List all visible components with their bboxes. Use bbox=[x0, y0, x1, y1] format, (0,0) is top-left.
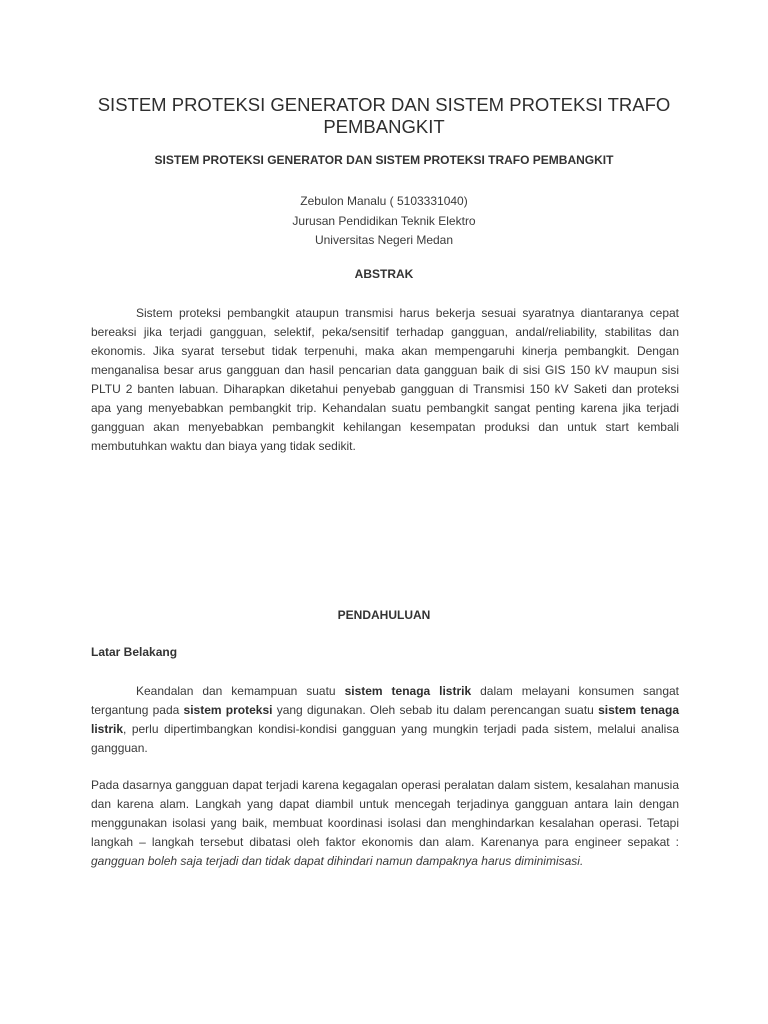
para1-text-2: dalam melayani konsumen sangat tergantung pada bbox=[91, 684, 680, 717]
author-university: Universitas Negeri Medan bbox=[314, 233, 454, 247]
intro-paragraph-2 bbox=[91, 776, 679, 871]
author-block bbox=[184, 192, 584, 251]
para2-italic: gangguan boleh saja terjadi dan tidak dapat dihindari namun dampaknya harus diminimisasi. bbox=[91, 854, 584, 868]
abstract-paragraph: Sistem proteksi pembangkit ataupun transmisi harus bekerja sesuai syaratnya diantaranya cepat bereaksi jika terjadi gangguan, selektif, peka/sensitif terhadap gangguan, andal/reliability, stabilitas dan ekonomis. Jika syarat tersebut tidak terpenuhi, maka akan mempengaruhi kinerja pembangkit. Dengan menganalisa besar arus gangguan dan hasil pencarian data gangguan baik di sisi GIS 150 kV maupun sisi PLTU 2 banten labuan. Diharapkan diketahui penyebab gangguan di Transmisi 150 kV Saketi dan proteksi apa yang menyebabkan pembangkit trip. Kehandalan suatu pembangkit sangat penting karena jika terjadi gangguan akan menyebabkan pembangkit kehilangan kesempatan produksi dan untuk start kembali membutuhkan waktu dan biaya yang tidak sedikit. bbox=[91, 306, 679, 453]
para1-bold-3: sistem tenaga listrik bbox=[91, 703, 679, 736]
author-department: Jurusan Pendidikan Teknik Elektro bbox=[292, 213, 476, 228]
para1-text-4: , perlu dipertimbangkan kondisi-kondisi gangguan yang mungkin terjadi pada sistem, melalui analisa gangguan. bbox=[91, 722, 679, 755]
para1-text-3: yang digunakan. Oleh sebab itu dalam perencangan suatu bbox=[272, 703, 599, 717]
introduction-heading: PENDAHULUAN bbox=[337, 608, 431, 622]
abstract-heading: ABSTRAK bbox=[354, 267, 414, 281]
para1-text-1: Keandalan dan kemampuan suatu bbox=[136, 684, 345, 698]
document-title: SISTEM PROTEKSI GENERATOR DAN SISTEM PROTEKSI TRAFO PEMBANGKIT bbox=[97, 94, 671, 137]
background-subheading: Latar Belakang bbox=[91, 645, 178, 659]
author-name: Zebulon Manalu ( 5103331040) bbox=[300, 194, 468, 208]
document-subtitle: SISTEM PROTEKSI GENERATOR DAN SISTEM PROTEKSI TRAFO PEMBANGKIT bbox=[154, 153, 614, 167]
intro-paragraph-1 bbox=[91, 682, 679, 758]
para1-bold-1: sistem tenaga listrik bbox=[344, 684, 472, 698]
para2-text: Pada dasarnya gangguan dapat terjadi karena kegagalan operasi peralatan dalam sistem, kesalahan manusia dan karena alam. Langkah yang dapat diambil untuk mencegah terjadinya gangguan antara lain dengan menggunakan isolasi yang baik, membuat koordinasi isolasi dan menghindarkan kesalahan operasi. Tetapi langkah – langkah tersebut dibatasi oleh faktor ekonomis dan alam. Karenanya para engineer sepakat : bbox=[91, 778, 679, 849]
para1-bold-2: sistem proteksi bbox=[183, 703, 273, 717]
